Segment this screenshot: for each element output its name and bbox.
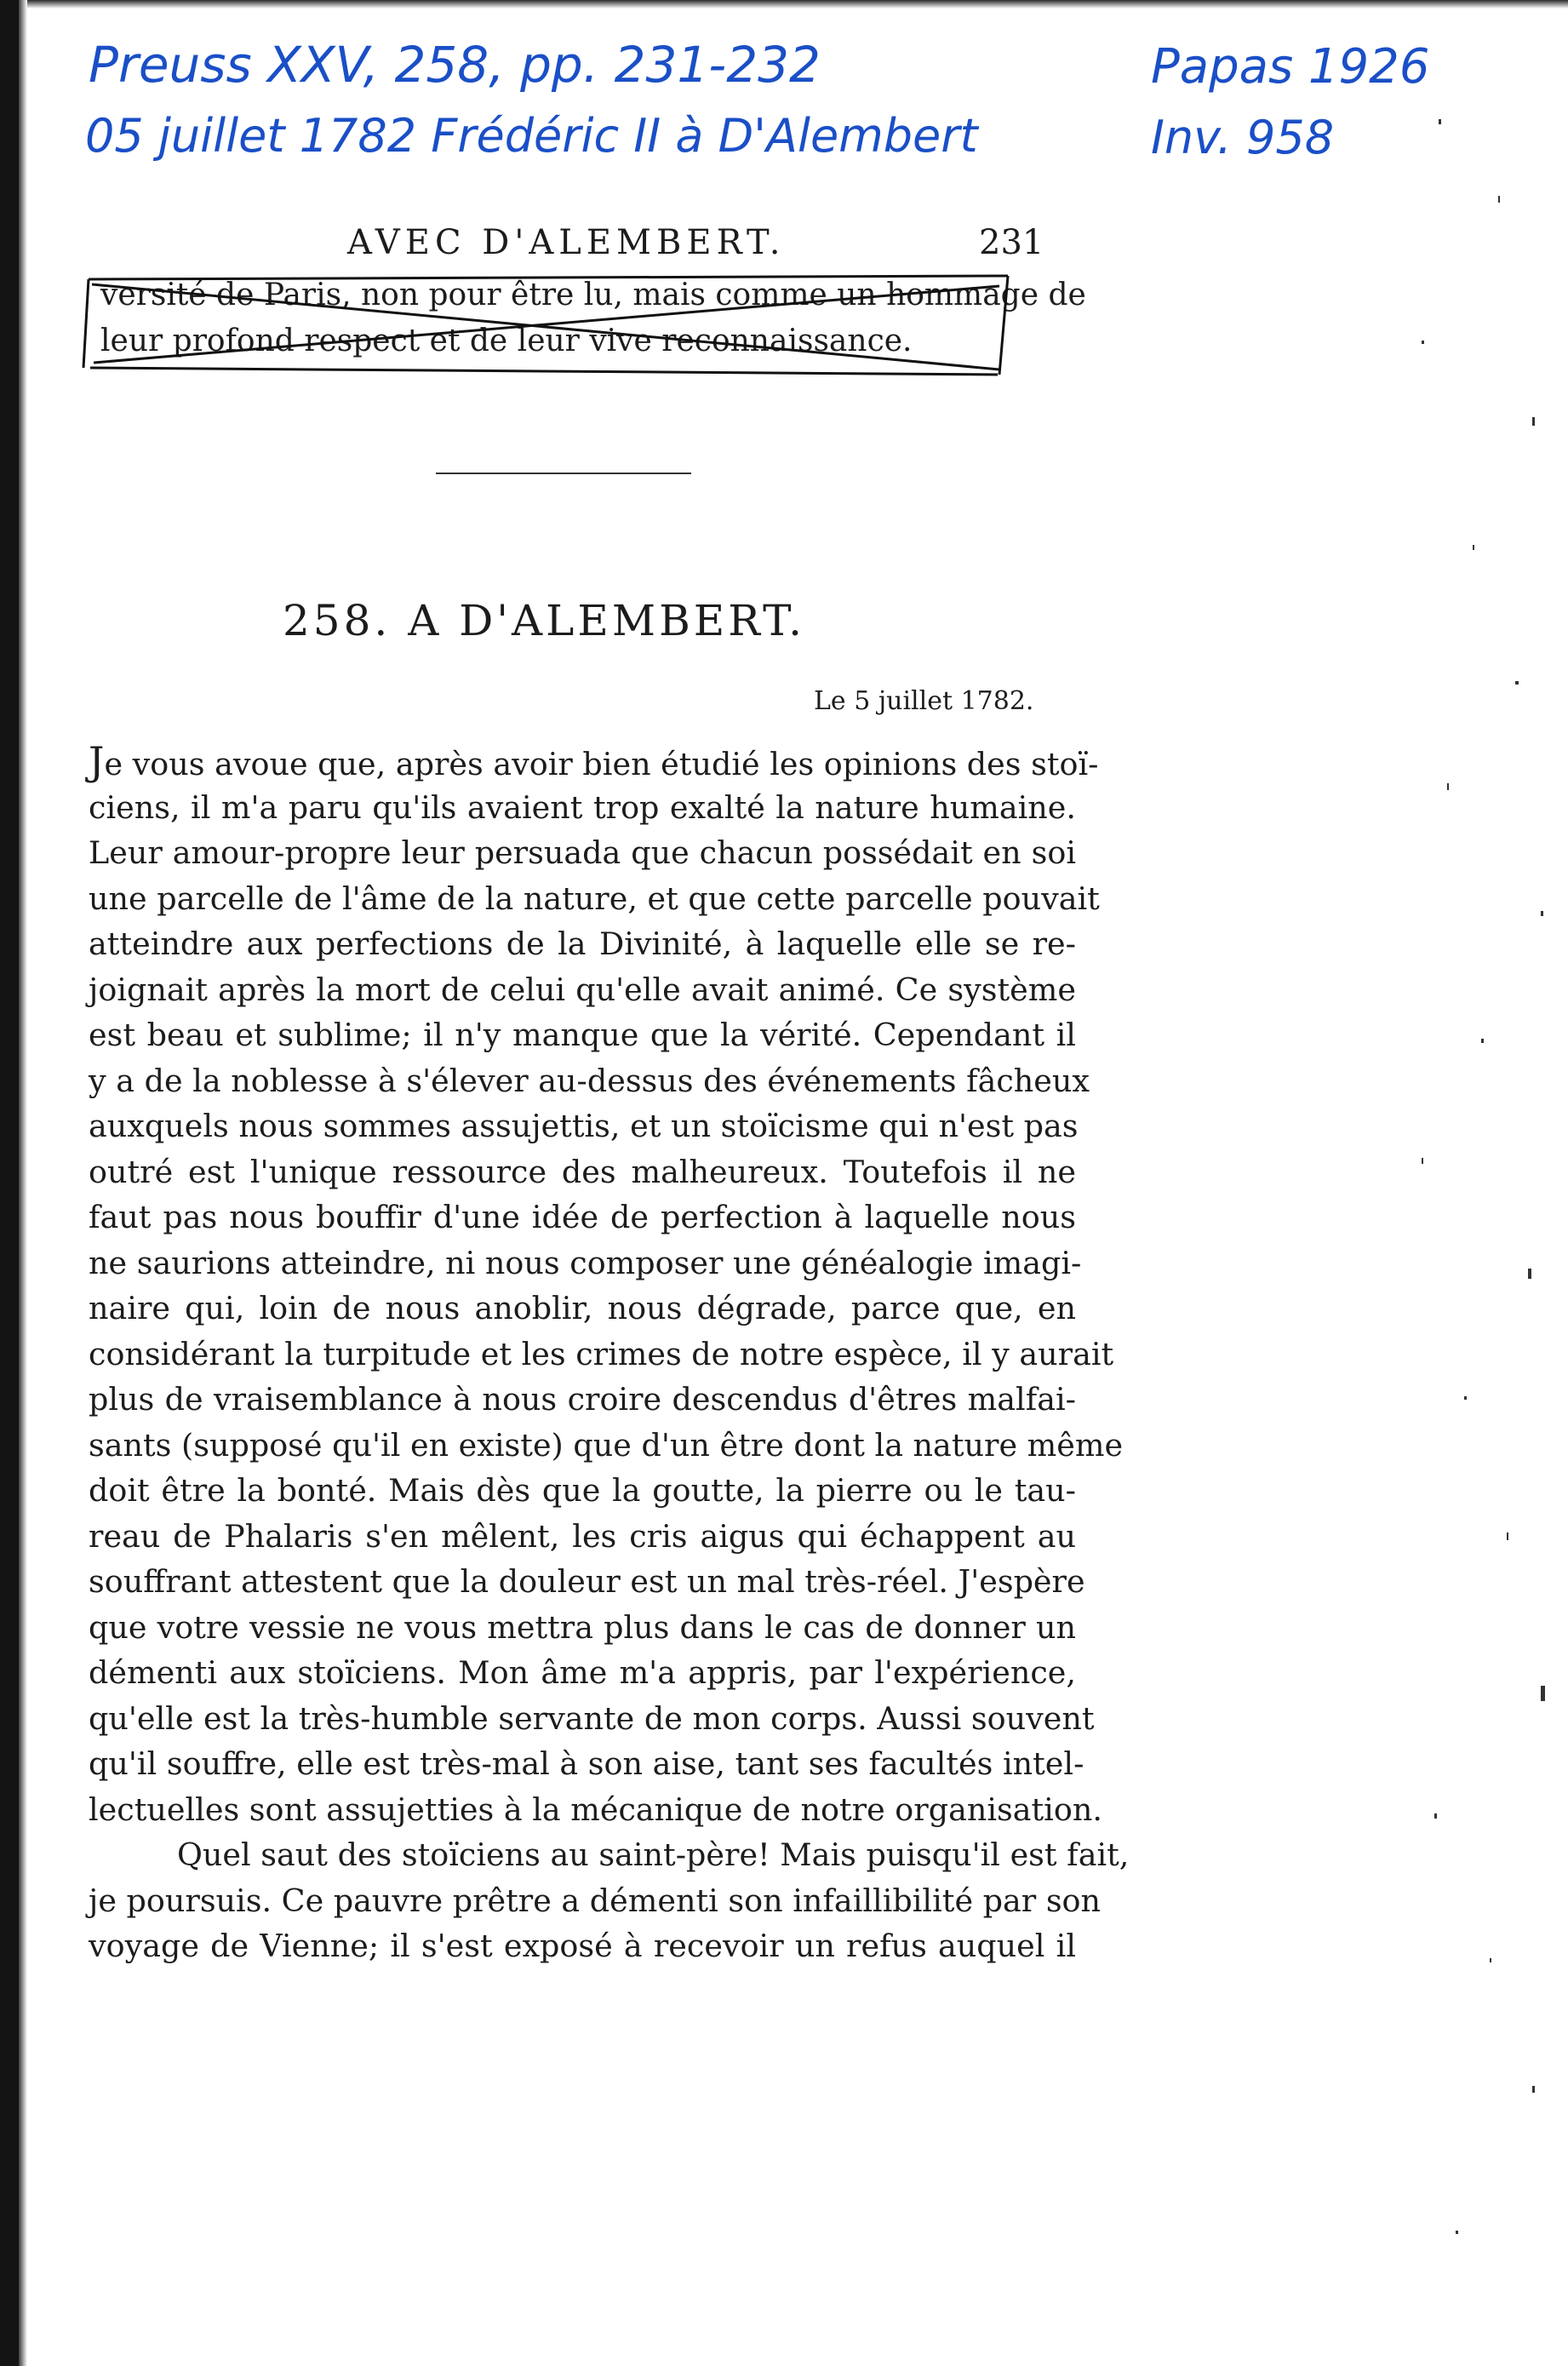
letter-title: 258. A D'ALEMBERT. [283, 596, 805, 645]
text-line: plus de vraisemblance à nous croire descendus d'êtres malfai- [89, 1381, 1076, 1418]
text-line: y a de la noblesse à s'élever au-dessus des événements fâcheux [89, 1062, 1090, 1099]
text-line: ciens, il m'a paru qu'ils avaient trop exalté la nature humaine. [89, 788, 1076, 826]
text-line: naire qui, loin de nous anoblir, nous dégrade, parce que, en [89, 1290, 1076, 1326]
text-line: reau de Phalaris s'en mêlent, les cris aigus qui échappent au [89, 1517, 1076, 1555]
struck-line-1: versité de Paris, non pour être lu, mais comme un hommage de [100, 278, 1086, 312]
text-line: Leur amour-propre leur persuada que chacun possédait en soi [89, 834, 1076, 871]
text-line: est beau et sublime; il n'y manque que la vérité. Cependant il [89, 1017, 1076, 1053]
text-line: lectuelles sont assujetties à la mécanique de notre organisation. [89, 1790, 1102, 1828]
handwritten-collection: Papas 1926 [1151, 39, 1430, 95]
text-line: souffrant attestent que la douleur est un mal très-réel. J'espère [89, 1563, 1085, 1600]
section-rule [436, 473, 691, 474]
letter-date: Le 5 juillet 1782. [814, 686, 1034, 716]
text-line: outré est l'unique ressource des malheureux. Toutefois il ne [89, 1153, 1076, 1190]
scan-left-shadow [19, 0, 27, 2366]
text-line: Quel saut des stoïciens au saint-père! Mais puisqu'il est fait, [177, 1836, 1130, 1873]
text-line: qu'il souffre, elle est très-mal à son aise, tant ses facultés intel- [89, 1745, 1084, 1782]
struck-out-fragment [72, 274, 1086, 380]
handwritten-inventory: Inv. 958 [1151, 111, 1335, 164]
text-line: sants (supposé qu'il en existe) que d'un être dont la nature même [89, 1426, 1124, 1464]
text-line: voyage de Vienne; il s'est exposé à recevoir un refus auquel il [89, 1928, 1076, 1964]
struck-line-2: leur profond respect et de leur vive reconnaissance. [100, 324, 913, 358]
text-line: démenti aux stoïciens. Mon âme m'a appris, par l'expérience, [89, 1654, 1076, 1691]
text-line: qu'elle est la très-humble servante de mon corps. Aussi souvent [89, 1699, 1095, 1737]
letter-body [89, 738, 1130, 1969]
text-line: atteindre aux perfections de la Divinité, à laquelle elle se re- [89, 925, 1076, 962]
running-head: AVEC D'ALEMBERT. [347, 223, 786, 262]
scan-top-edge [0, 0, 1568, 9]
strikeout-marks [72, 274, 1033, 380]
text-line: que votre vessie ne vous mettra plus dans le cas de donner un [89, 1608, 1076, 1646]
text-line: Je vous avoue que, après avoir bien étudié les opinions des stoï- [89, 738, 1099, 784]
text-line: doit être la bonté. Mais dès que la goutte, la pierre ou le tau- [89, 1472, 1076, 1509]
text-line: joignait après la mort de celui qu'elle avait animé. Ce système [89, 971, 1076, 1008]
text-line: une parcelle de l'âme de la nature, et que cette parcelle pouvait [89, 879, 1100, 917]
text-line: je poursuis. Ce pauvre prêtre a démenti son infaillibilité par son [89, 1882, 1102, 1919]
page-number: 231 [979, 223, 1044, 262]
handwritten-reference: Preuss XXV, 258, pp. 231-232 [89, 36, 821, 94]
handwritten-date-correspondents: 05 juillet 1782 Frédéric II à D'Alembert [85, 109, 978, 163]
text-line: considérant la turpitude et les crimes de notre espèce, il y aurait [89, 1335, 1114, 1372]
text-line: auxquels nous sommes assujettis, et un stoïcisme qui n'est pas [89, 1108, 1079, 1144]
text-line: faut pas nous bouffir d'une idée de perfection à laquelle nous [89, 1199, 1076, 1235]
text-line: ne saurions atteindre, ni nous composer une généalogie imagi- [89, 1244, 1082, 1281]
scan-left-edge [0, 0, 19, 2366]
scan-noise-margin [1371, 17, 1568, 2366]
